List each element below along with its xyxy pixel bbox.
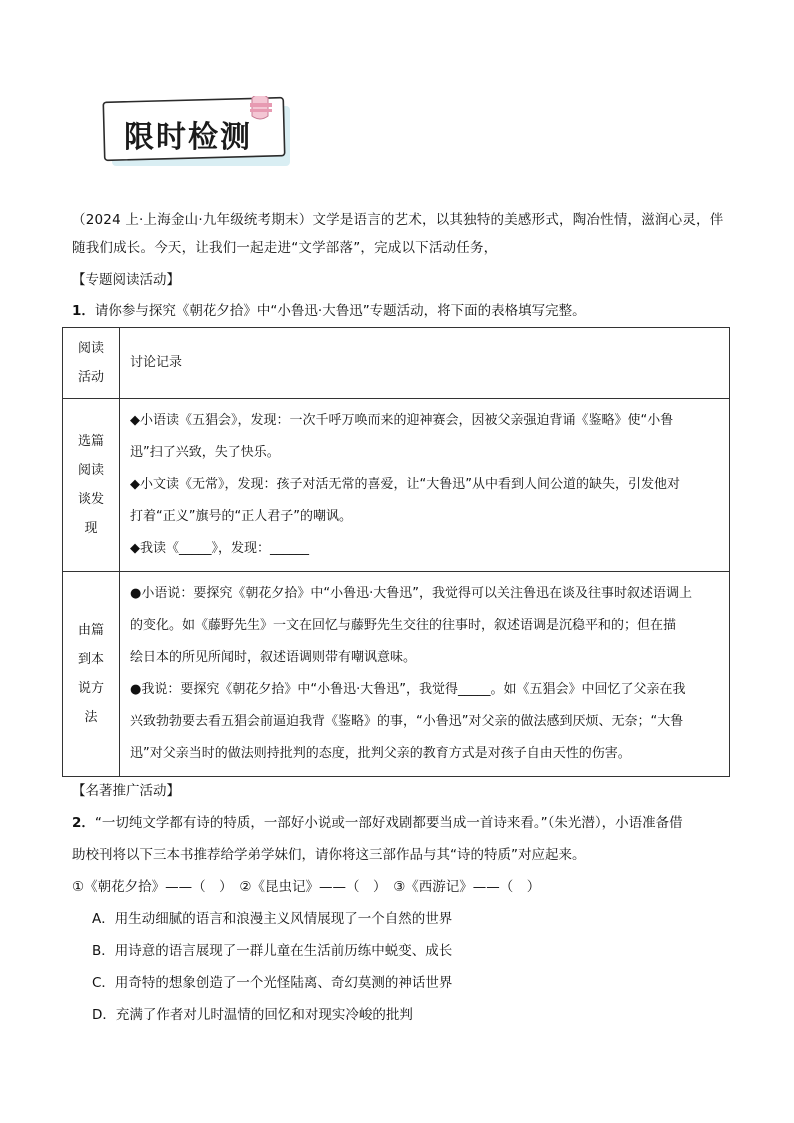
record-line-blank[interactable]: ●我说：要探究《朝花夕拾》中“小鲁迅·大鲁迅”，我觉得_____。如《五猖会》中回忆了父亲在我 [130,682,686,697]
question-1 [72,300,586,322]
question-1-text: 请你参与探究《朝花夕拾》中“小鲁迅·大鲁迅”专题活动，将下面的表格填写完整。 [94,303,586,319]
row-head-line: 阅读 [77,463,104,478]
record-line-blank[interactable]: ◆我读《_____》，发现：______ [130,541,309,556]
row-record-cell [120,399,730,572]
record-line: ◆小文读《无常》，发现：孩子对活无常的喜爱，让“大鲁迅”从中看到人间公道的缺失，引发他对 [130,477,680,492]
option-a: A．用生动细腻的语言和浪漫主义风情展现了一个自然的世界 [92,911,453,927]
intro-source: （2024 上·上海金山·九年级统考期末） [72,212,313,228]
section-heading-reading: 【专题阅读活动】 [72,272,180,288]
row-head-cell [63,572,120,777]
question-2-text: “一切纯文学都有诗的特质，一部好小说或一部好戏剧都要当成一首诗来看。”（朱光潜），小语准备借 [94,815,683,831]
section-heading-promotion: 【名著推广活动】 [72,783,180,799]
option-d: D．充满了作者对儿时温情的回忆和对现实冷峻的批判 [92,1007,413,1023]
row-head-cell [63,399,120,572]
row-head-line: 现 [84,521,98,536]
record-line: ●小语说：要探究《朝花夕拾》中“小鲁迅·大鲁迅”，我觉得可以关注鲁迅在谈及往事时叙述语调上 [130,586,692,601]
row-head-line: 说方 [77,681,104,696]
option-b: B．用诗意的语言展现了一群儿童在生活前历练中蜕变、成长 [92,943,453,959]
row-head-line: 到本 [77,652,104,667]
record-line: 迅”对父亲当时的做法则持批判的态度，批判父亲的教育方式是对孩子自由天性的伤害。 [130,746,631,761]
row-head-line: 法 [84,710,98,725]
row-head-line: 由篇 [77,623,104,638]
record-line: 打着“正义”旗号的“正人君子”的嘲讽。 [130,509,352,524]
question-2-line1 [72,812,683,834]
record-line: 的变化。如《藤野先生》一文在回忆与藤野先生交往的往事时，叙述语调是沉稳平和的；但在描 [130,618,677,633]
section-banner [102,96,292,168]
table-header-row [63,328,730,399]
record-line: 绘日本的所见所闻时，叙述语调则带有嘲讽意味。 [130,650,417,665]
row-head-line: 选篇 [77,434,104,449]
banner-title: 限时检测 [124,120,252,155]
question-1-number: 1． [72,303,95,319]
option-c: C．用奇特的想象创造了一个光怪陆离、奇幻莫测的神话世界 [92,975,453,991]
header-activity-cell [63,328,120,399]
record-line: ◆小语读《五猖会》，发现：一次千呼万唤而来的迎神赛会，因被父亲强迫背诵《鉴略》使“小鲁 [130,413,674,428]
row-head-line: 谈发 [77,492,104,507]
record-line: 迅”扫了兴致，失了快乐。 [130,445,280,460]
question-2-number: 2． [72,815,95,831]
row-record-cell [120,572,730,777]
record-line: 兴致勃勃要去看五猖会前逼迫我背《鉴略》的事，“小鲁迅”对父亲的做法感到厌烦、无奈；“大鲁 [130,714,684,729]
table-row [63,572,730,777]
intro-paragraph [72,206,732,262]
question-2-line2: 助校刊将以下三本书推荐给学弟学妹们，请你将这三部作品与其“诗的特质”对应起来。 [72,847,586,863]
intro-text: 文学是语言的艺术，以其独特的美感形式，陶冶性情，滋润心灵，伴随我们成长。今天，让我们一起走进“文学部落”，完成以下活动任务， [72,212,724,256]
header-record-cell: 讨论记录 [120,328,730,399]
table-row [63,399,730,572]
header-activity-line: 阅读 [77,341,104,356]
discussion-table [62,327,730,777]
header-activity-line: 活动 [77,370,104,385]
question-2-match-blanks[interactable]: ①《朝花夕拾》——（ ） ②《昆虫记》——（ ） ③《西游记》——（ ） [72,879,541,895]
